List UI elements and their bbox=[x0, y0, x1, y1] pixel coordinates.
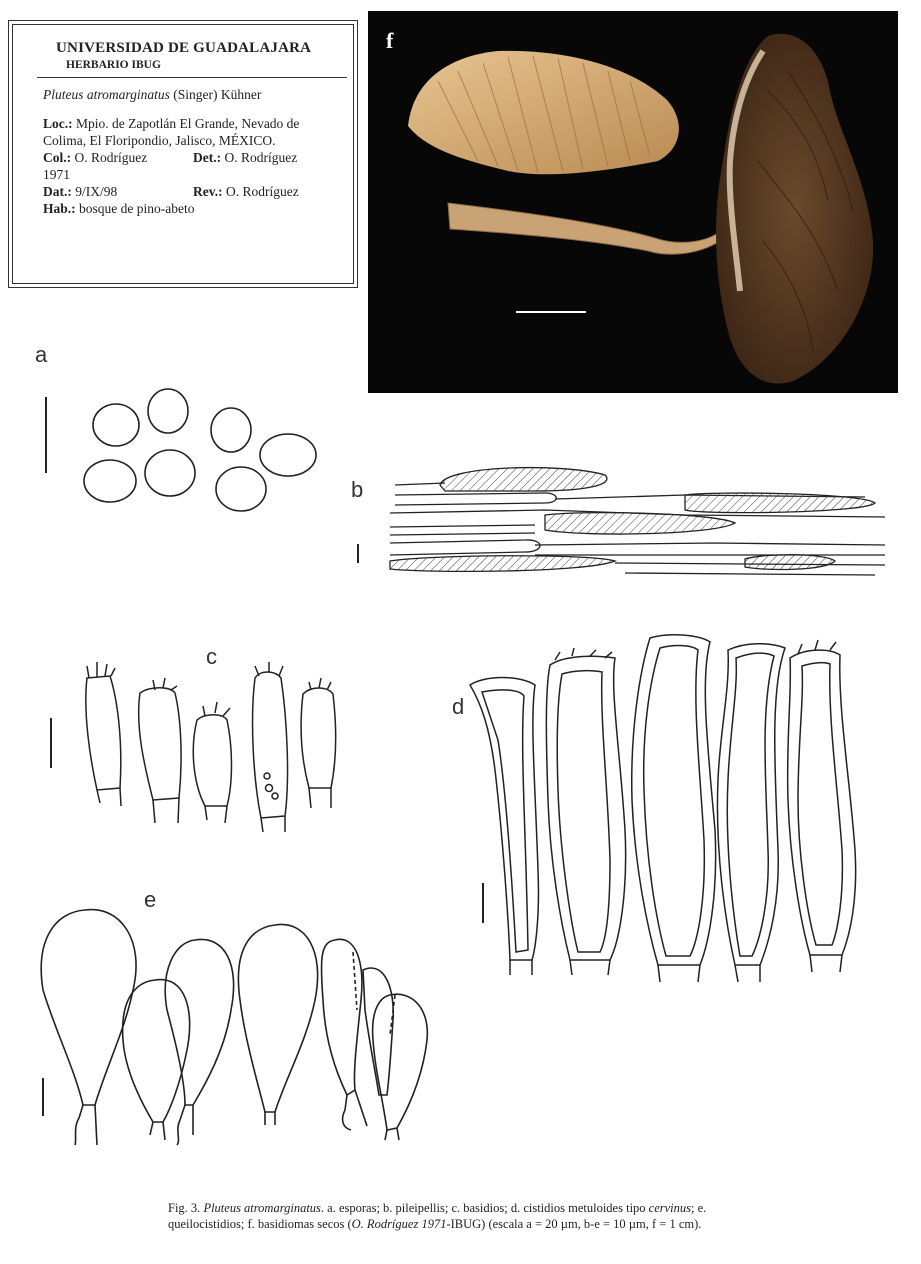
caption-part1: . a. esporas; b. pileipellis; c. basidios; d. cistidios metuloides tipo bbox=[320, 1201, 649, 1215]
label-det-key: Det.: bbox=[193, 150, 222, 165]
label-details bbox=[43, 115, 339, 217]
label-hab-value: bosque de pino-abeto bbox=[75, 201, 195, 216]
herbarium-label-inner bbox=[12, 24, 354, 284]
basidium bbox=[253, 672, 288, 818]
label-hab bbox=[43, 200, 339, 217]
label-dat-key: Dat.: bbox=[43, 184, 72, 199]
cheilocystidium bbox=[238, 924, 317, 1112]
spore bbox=[93, 404, 139, 446]
spore bbox=[216, 467, 266, 511]
caption-cervinus: cervinus bbox=[648, 1201, 692, 1215]
label-dat-rev bbox=[43, 183, 339, 200]
label-species-author: (Singer) Kühner bbox=[169, 87, 262, 102]
cystidia-drawing bbox=[460, 630, 880, 990]
label-col-key: Col.: bbox=[43, 150, 72, 165]
label-divider bbox=[37, 77, 347, 78]
label-hab-key: Hab.: bbox=[43, 201, 76, 216]
caption-species: Pluteus atromarginatus bbox=[203, 1201, 321, 1215]
cheilocystidium bbox=[123, 980, 190, 1122]
photo-scale-bar bbox=[516, 311, 586, 313]
caption-part2: ; e. queilocistidios; f. basidiomas secos ( bbox=[168, 1201, 707, 1231]
label-col-det bbox=[43, 149, 339, 166]
spore bbox=[148, 389, 188, 433]
cheilocystidia-drawing bbox=[35, 900, 455, 1155]
basidiomata-illustration bbox=[368, 11, 898, 393]
label-species bbox=[43, 87, 339, 103]
label-rev-value: O. Rodríguez bbox=[222, 184, 299, 199]
spores-drawing bbox=[78, 383, 328, 518]
label-university: UNIVERSIDAD DE GUADALAJARA bbox=[56, 40, 312, 56]
label-col-value: O. Rodríguez bbox=[71, 150, 148, 165]
panel-letter-b: b bbox=[351, 477, 364, 502]
label-herbarium: HERBARIO IBUG bbox=[66, 59, 161, 71]
label-det bbox=[193, 149, 297, 166]
hypha bbox=[685, 493, 875, 513]
spore bbox=[145, 450, 195, 496]
caption-part3: -IBUG) (escala a = 20 µm, b-e = 10 µm, f = 1 cm). bbox=[446, 1217, 702, 1231]
cheilocystidium bbox=[321, 939, 361, 1095]
label-loc-key: Loc.: bbox=[43, 116, 73, 131]
cheilocystidium bbox=[373, 994, 428, 1130]
pileipellis-drawing bbox=[385, 455, 890, 580]
hypha bbox=[440, 468, 607, 491]
panel-letter-c: c bbox=[206, 644, 217, 669]
herbarium-label bbox=[8, 20, 358, 288]
label-number: 1971 bbox=[43, 167, 70, 182]
dried-basidiomata-photo bbox=[368, 11, 898, 393]
label-rev-key: Rev.: bbox=[193, 184, 223, 199]
panel-letter-e: e bbox=[144, 887, 157, 912]
cystidium bbox=[470, 678, 538, 961]
basidium bbox=[139, 688, 181, 800]
label-rev bbox=[193, 183, 299, 200]
label-dat bbox=[43, 183, 193, 200]
hypha bbox=[745, 555, 835, 570]
label-species-name: Pluteus atromarginatus bbox=[43, 87, 170, 102]
basidia-drawing bbox=[75, 658, 345, 838]
panel-letter-d: d bbox=[452, 694, 465, 719]
spore bbox=[260, 434, 316, 476]
hypha bbox=[390, 556, 615, 572]
spore bbox=[84, 460, 136, 502]
label-loc-value: Mpio. de Zapotlán El Grande, Nevado de Colima, El Floripondio, Jalisco, MÉXICO. bbox=[43, 116, 300, 148]
scale-bar-a bbox=[45, 397, 47, 473]
basidium bbox=[193, 715, 231, 806]
spore bbox=[211, 408, 251, 452]
caption-fig: Fig. 3. bbox=[168, 1201, 204, 1215]
cheilocystidium bbox=[165, 939, 233, 1105]
scale-bar-c bbox=[50, 718, 52, 768]
panel-letter-a: a bbox=[35, 342, 48, 367]
label-det-value: O. Rodríguez bbox=[221, 150, 298, 165]
cheilocystidium bbox=[41, 910, 136, 1105]
stipe bbox=[448, 203, 720, 254]
panel-letter-f: f bbox=[386, 28, 394, 53]
caption-collector: O. Rodríguez 1971 bbox=[351, 1217, 447, 1231]
label-dat-value: 9/IX/98 bbox=[71, 184, 118, 199]
basidium bbox=[86, 676, 121, 790]
basidium bbox=[301, 688, 336, 788]
label-col bbox=[43, 149, 193, 166]
figure-caption bbox=[168, 1200, 768, 1232]
label-loc bbox=[43, 115, 339, 149]
scale-bar-b bbox=[357, 544, 359, 563]
